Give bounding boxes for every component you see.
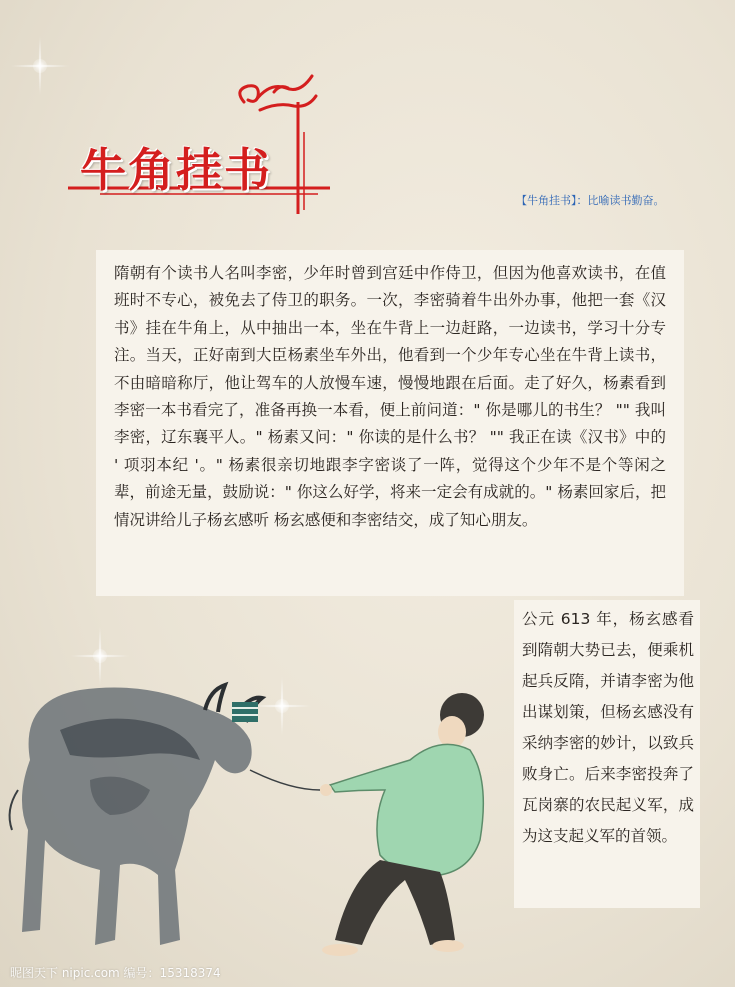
lead-rope (250, 770, 320, 790)
page-title: 牛角挂书 (80, 143, 272, 197)
idiom-definition: 【牛角挂书】：比喻读书勤奋。 (516, 194, 665, 207)
cloud-ornament-icon (240, 76, 316, 110)
ox-figure (10, 685, 262, 945)
story-paragraph: 隋朝有个读书人名叫李密，少年时曾到宫廷中作侍卫，但因为他喜欢读书，在值班时不专心，被免去了侍卫的职务。一次，李密骑着牛出外办事，他把一套《汉书》挂在牛角上，从中抽出一本，坐在牛背上一边赶路，一边读书，学习十分专注。当天，正好南到大臣杨素坐车外出，他看到一个少年专心坐在牛背上读书，不由暗暗称厅，他让驾车的人放慢车速，慢慢地跟在后面。走了好久，杨素看到李密一本书看完了，准备再换一本看，便上前问道：" 你是哪儿的书生？ "" 我叫李密，辽东襄平人。" 杨素又问：" 你读的是什么书？ "" 我正在读《汉书》中的 ' 项羽本纪 '。" 杨素很亲切地跟李字密谈了一阵，觉得这个少年不是个等闲之辈，前途无量，鼓励说：" 你这么好学，将来一定会有成就的。" 杨素回家后，把情况讲给儿子杨玄感听 杨玄感便和李密结交，成了知心朋友。 (114, 264, 666, 529)
ox-and-boy-illustration (0, 640, 510, 970)
watermark: 昵图天下 nipic.com 编号：15318374 (10, 966, 221, 980)
story-text-box (96, 250, 684, 596)
epilogue-text-box (514, 600, 700, 908)
epilogue-paragraph: 公元 613 年，杨玄感看到隋朝大势已去，便乘机起兵反隋，并请李密为他出谋划策，但杨玄感没有采纳李密的妙计，以致兵败身亡。后来李密投奔了瓦岗寨的农民起义军，成为这支起义军的首领。 (522, 610, 694, 845)
boy-figure (320, 693, 484, 956)
title-block (60, 72, 340, 222)
book-bundle (232, 702, 258, 722)
